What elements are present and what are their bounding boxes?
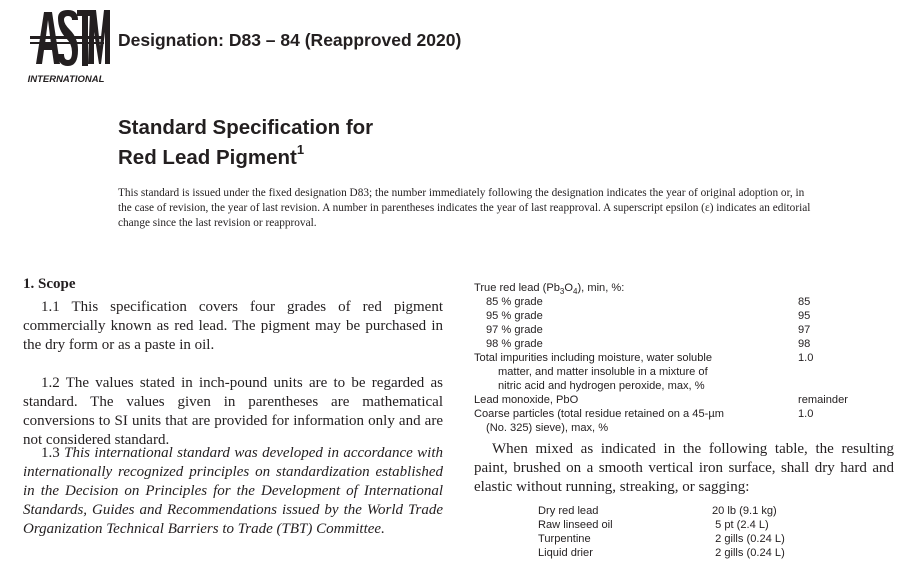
- table-row: [538, 546, 838, 560]
- row-value: 20 lb (9.1 kg): [712, 505, 777, 517]
- table-row: [474, 295, 874, 309]
- title-line-2-text: Red Lead Pigment: [118, 145, 297, 169]
- row-value: 1.0: [798, 352, 814, 364]
- row-value: 1.0: [798, 408, 814, 420]
- requirements-table: [474, 281, 874, 435]
- row-value: 98: [798, 338, 811, 350]
- table-row: [474, 281, 874, 295]
- title-line-1: Standard Specification for: [118, 116, 374, 139]
- row-label: Turpentine: [538, 533, 591, 545]
- paragraph-text: This international standard was developed in accordance with internationally recognized principles on standardization established in the Decision on Principles for the Development of International Standards, Guides and Recommendations issued by the World Trade Organization Technical Barriers to Trade (TBT) Committee.: [23, 445, 443, 537]
- designation: Designation: D83 – 84 (Reapproved 2020): [118, 30, 462, 50]
- row-value: 5 pt (2.4 L): [712, 519, 769, 531]
- logo-subtext: INTERNATIONAL: [27, 74, 105, 85]
- row-label: True red lead $(Pb_3O_4)$, min, %:: [474, 282, 625, 297]
- table-row: [538, 532, 838, 546]
- paragraph-number: 1.3: [41, 445, 60, 461]
- row-value: 85: [798, 296, 811, 308]
- mixing-paragraph: When mixed as indicated in the following table, the resulting paint, brushed on a smooth vertical iron surface, shall dry hard and elastic without running, streaking, or sagging:: [474, 441, 894, 495]
- page-title: [118, 116, 373, 170]
- title-footnote-mark[interactable]: 1: [296, 142, 305, 157]
- table-row-continued: [474, 379, 874, 393]
- row-label: nitric acid and hydrogen peroxide, max, %: [498, 380, 705, 392]
- row-value: 2 gills (0.24 L): [712, 533, 785, 545]
- row-label: 98 % grade: [486, 338, 543, 350]
- row-label: Liquid drier: [538, 547, 593, 559]
- paragraph-1-1: [23, 298, 443, 355]
- paragraph-text: The values stated in inch-pound units are to be regarded as standard. The values given in parentheses are mathematical conversions to SI units that are provided for information only and are not considered standard.: [23, 375, 443, 448]
- table-row: [538, 504, 838, 518]
- row-label: 85 % grade: [486, 296, 543, 308]
- table-row: [474, 351, 874, 365]
- row-label: Coarse particles (total residue retained on a 45-µm: [474, 408, 724, 420]
- table-row: [474, 407, 874, 421]
- table-row-continued: [474, 365, 874, 379]
- astm-logo: [22, 6, 110, 86]
- row-value: 97: [798, 324, 811, 336]
- paragraph-number: 1.1: [41, 299, 60, 315]
- table-row: [474, 309, 874, 323]
- row-label: (No. 325) sieve), max, %: [486, 422, 609, 434]
- paragraph-1-3: [23, 444, 443, 539]
- section-heading-scope: 1. Scope: [23, 276, 76, 292]
- title-line-2: [118, 140, 373, 170]
- table-row-continued: [474, 421, 874, 435]
- table-row: [474, 323, 874, 337]
- paragraph-text: This specification covers four grades of red pigment commercially known as red lead. The pigment may be purchased in the dry form or as a paste in oil.: [23, 299, 443, 353]
- row-label: matter, and matter insoluble in a mixture of: [498, 366, 708, 378]
- row-label: Raw linseed oil: [538, 519, 613, 531]
- row-label: Lead monoxide, PbO: [474, 394, 579, 406]
- standard-notice: This standard is issued under the fixed designation D83; the number immediately following the designation indicates the year of original adoption or, in the case of revision, the year of last revision. A number in parentheses indicates the year of last reapproval. A superscript epsilon (ε) indicates an editorial change since the last revision or reapproval.: [118, 187, 811, 229]
- table-row: [474, 393, 874, 407]
- row-value: 95: [798, 310, 811, 322]
- row-label: Dry red lead: [538, 505, 599, 517]
- paragraph-1-2: [23, 374, 443, 450]
- row-value: 2 gills (0.24 L): [712, 547, 785, 559]
- table-row: [474, 337, 874, 351]
- mixing-table: [538, 504, 838, 560]
- table-row: [538, 518, 838, 532]
- row-label: 95 % grade: [486, 310, 543, 322]
- paragraph-number: 1.2: [41, 375, 60, 391]
- row-label: Total impurities including moisture, water soluble: [474, 352, 713, 364]
- row-label: 97 % grade: [486, 324, 543, 336]
- row-value: remainder: [798, 394, 848, 406]
